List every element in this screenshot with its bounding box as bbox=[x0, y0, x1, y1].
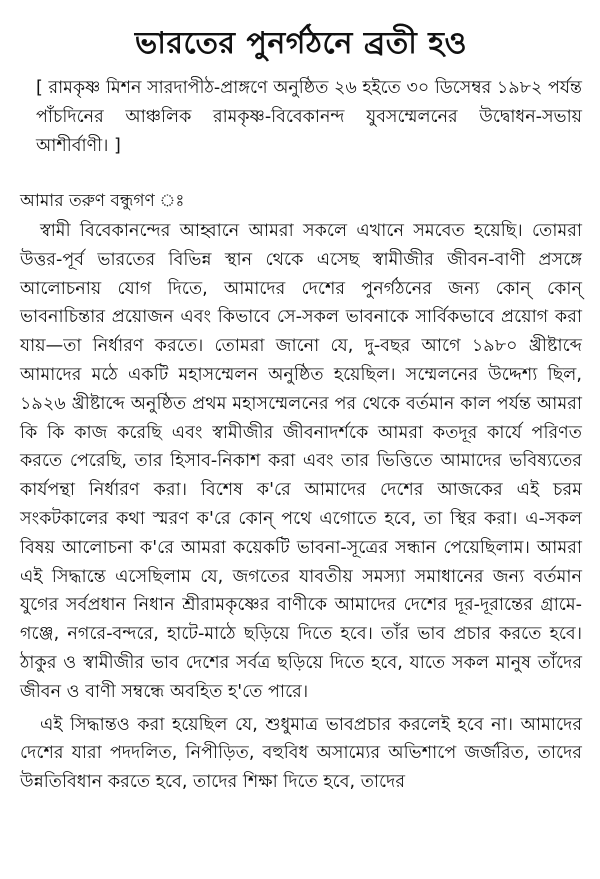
body-paragraph-2: এই সিদ্ধান্তও করা হয়েছিল যে, শুধুমাত্র ভাবপ্রচার করলেই হবে না। আমাদের দেশের যারা পদদলিত, নিপীড়িত, বহুবিধ অসাম্যের অভিশাপে জর্জরিত, তাদের উন্নতিবিধান করতে হবে, তাদের শিক্ষা দিতে হবে, তাদের bbox=[20, 714, 582, 793]
salutation: আমার তরুণ বন্ধুগণ ঃ bbox=[20, 191, 185, 211]
intro-note: [ রামকৃষ্ণ মিশন সারদাপীঠ-প্রাঙ্গণে অনুষ্ঠিত ২৬ হইতে ৩০ ডিসেম্বর ১৯৮২ পর্যন্ত পাঁচদিনের আঞ্চলিক রামকৃষ্ণ-বিবেকানন্দ যুবসম্মেলনের উদ্বোধন-সভায় আশীর্বাণী। ] bbox=[36, 78, 582, 156]
section-gap bbox=[20, 161, 582, 187]
page-title: ভারতের পুনর্গঠনে ব্রতী হও bbox=[134, 26, 468, 61]
body-paragraph-1: স্বামী বিবেকানন্দের আহ্বানে আমরা সকলে এখানে সমবেত হয়েছি। তোমরা উত্তর-পূর্ব ভারতের বিভিন্ন স্থান থেকে এসেছ স্বামীজীর জীবন-বাণী প্রসঙ্গে আলোচনায় যোগ দিতে, আমাদের দেশের পুনর্গঠনের জন্য কোন্ কোন্ ভাবনাচিন্তার প্রয়োজন এবং কিভাবে সে-সকল ভাবনাকে সার্বিকভাবে প্রয়োগ করা যায়—তা নির্ধারণ করতে। তোমরা জানো যে, দু-বছর আগে ১৯৮০ খ্রীষ্টাব্দে আমাদের মঠে একটি মহাসম্মেলন অনুষ্ঠিত হয়েছিল। সম্মেলনের উদ্দেশ্য ছিল, ১৯২৬ খ্রীষ্টাব্দে অনুষ্ঠিত প্রথম মহাসম্মেলনের পর থেকে বর্তমান কাল পর্যন্ত আমরা কি কি কাজ করেছি এবং স্বামীজীর জীবনাদর্শকে আমরা কতদূর কার্যে পরিণত করতে পেরেছি, তার হিসাব-নিকাশ করা এবং তার ভিত্তিতে আমাদের ভবিষ্যতের কার্যপন্থা নির্ধারণ করা। বিশেষ ক'রে আমাদের দেশের আজকের এই চরম সংকটকালের কথা স্মরণ ক'রে কোন্ পথে এগোতে হবে, তা স্থির করা। এ-সকল বিষয় আলোচনা ক'রে আমরা কয়েকটি ভাবনা-সূত্রের সন্ধান পেয়েছিলাম। আমরা এই সিদ্ধান্তে এসেছিলাম যে, জগতের যাবতীয় সমস্যা সমাধানের জন্য বর্তমান যুগের সর্বপ্রধান নিধান শ্রীরামকৃষ্ণের বাণীকে আমাদের দেশের দূর-দূরান্তের গ্রামে-গঞ্জে, নগরে-বন্দরে, হাটে-মাঠে ছড়িয়ে দিতে হবে। তাঁর ভাব প্রচার করতে হবে। ঠাকুর ও স্বামীজীর ভাব দেশের সর্বত্র ছড়িয়ে দিতে হবে, যাতে সকল মানুষ তাঁদের জীবন ও বাণী সম্বন্ধে অবহিত হ'তে পারে। bbox=[20, 221, 582, 702]
